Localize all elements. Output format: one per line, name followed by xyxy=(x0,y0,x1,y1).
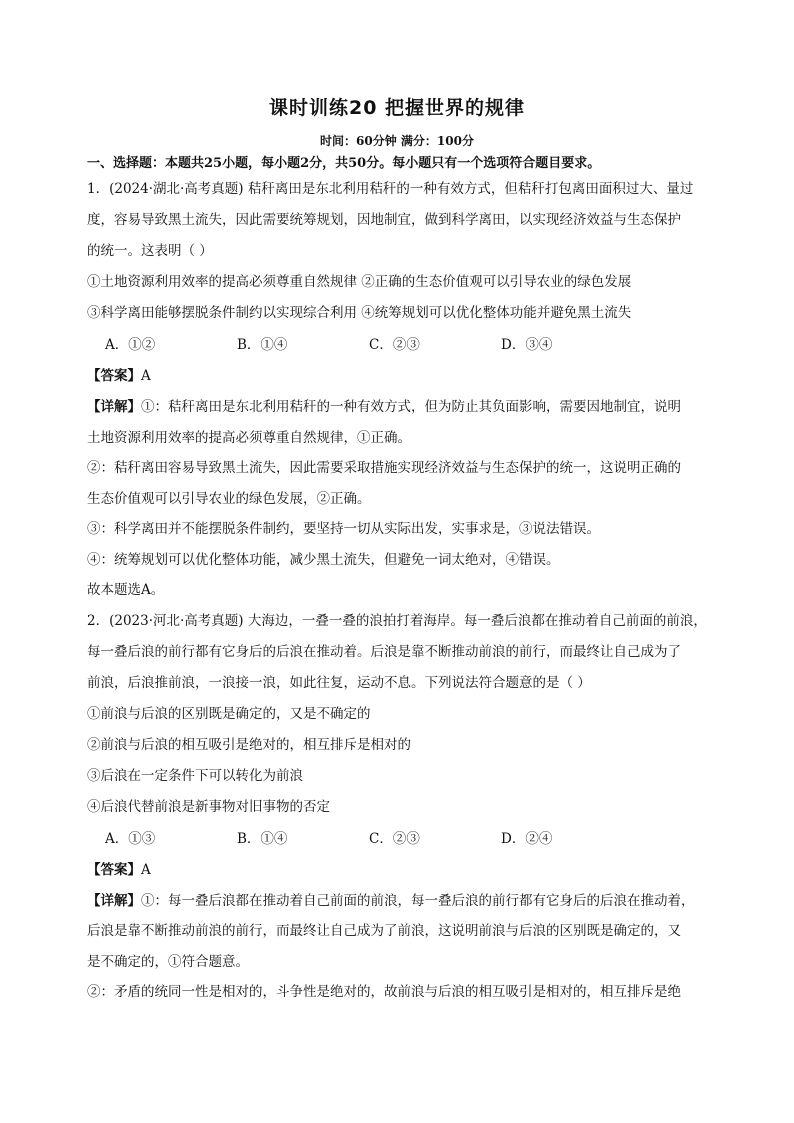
statement-line: ③科学离田能够摆脱条件制约以实现综合利用 ④统筹规划可以优化整体功能并避免黑土流失 xyxy=(87,305,632,321)
detail-line: ④：统筹规划可以优化整体功能，减少黑土流失，但避免一词太绝对，④错误。 xyxy=(87,551,560,568)
document-content xyxy=(87,154,717,1008)
options-row xyxy=(87,329,717,361)
answer-line xyxy=(87,361,717,392)
detail-text: ①：每一叠后浪都在推动着自己前面的前浪，每一叠后浪的前行都有它身后的后浪在推动着， xyxy=(141,892,695,909)
detail-line: ③：科学离田并不能摆脱条件制约，要坚持一切从实际出发，实事求是，③说法错误。 xyxy=(87,521,600,537)
statement-line: ②前浪与后浪的相互吸引是绝对的，相互排斥是相对的 xyxy=(87,736,411,753)
section-heading: 一、选择题：本题共25小题，每小题2分，共50分。每小题只有一个选项符合题目要求。 xyxy=(87,156,601,171)
statement-line: ③后浪在一定条件下可以转化为前浪 xyxy=(87,767,303,784)
detail-line: ②：矛盾的统同一性是相对的，斗争性是绝对的，故前浪与后浪的相互吸引是相对的，相互排斥是绝 xyxy=(87,984,681,1000)
option-a: A．①③ xyxy=(105,830,156,847)
detail-tag: 【详解】 xyxy=(87,399,141,415)
detail-line: 后浪是靠不断推动前浪的前行，而最终让自己成为了前浪，这说明前浪与后浪的区别既是确定的，又 xyxy=(87,923,681,939)
question-stem-line: 度，容易导致黑土流失，因此需要统筹规划，因地制宜，做到科学离田，以实现经济效益与生态保护 xyxy=(87,212,681,228)
option-b: B．①④ xyxy=(237,830,288,847)
answer-value: A xyxy=(141,368,151,384)
statement-line: ①前浪与后浪的区别既是确定的，又是不确定的 xyxy=(87,705,371,722)
detail-tag: 【详解】 xyxy=(87,892,141,909)
question-stem-line: 前浪，后浪推前浪，一浪接一浪，如此往复，运动不息。下列说法符合题意的是（ ） xyxy=(87,674,591,691)
option-d: D．②④ xyxy=(501,830,553,847)
answer-tag: 【答案】 xyxy=(87,861,141,878)
detail-line xyxy=(87,886,717,917)
question-stem-line: 1．(2024·湖北·高考真题) 秸秆离田是东北利用秸秆的一种有效方式，但秸秆打包离田面积过大、量过 xyxy=(87,181,694,197)
option-b: B．①④ xyxy=(237,337,288,353)
question-stem-line: 的统一。这表明（ ） xyxy=(87,243,213,259)
option-a: A．①② xyxy=(105,337,156,353)
answer-value: A xyxy=(141,861,151,878)
question-1 xyxy=(87,174,717,606)
detail-line: ②：秸秆离田容易导致黑土流失，因此需要采取措施实现经济效益与生态保护的统一，这说明正确的 xyxy=(87,460,681,476)
question-stem-line: 2．(2023·河北·高考真题) 大海边，一叠一叠的浪拍打着海岸。每一叠后浪都在推动着自己前面的前浪， xyxy=(87,612,707,629)
detail-line: 故本题选A。 xyxy=(87,582,165,598)
option-c: C．②③ xyxy=(369,337,420,353)
question-stem-line: 每一叠后浪的前行都有它身后的后浪在推动着。后浪是靠不断推动前浪的前行，而最终让自己成为了 xyxy=(87,643,681,660)
option-d: D．③④ xyxy=(501,337,553,353)
answer-line xyxy=(87,855,717,886)
detail-text: ①：秸秆离田是东北利用秸秆的一种有效方式，但为防止其负面影响，需要因地制宜，说明 xyxy=(141,399,681,415)
page-title: 课时训练20 把握世界的规律 xyxy=(268,97,526,119)
page-subtitle: 时间：60分钟 满分：100分 xyxy=(320,134,474,148)
statement-line: ④后浪代替前浪是新事物对旧事物的否定 xyxy=(87,798,330,815)
answer-tag: 【答案】 xyxy=(87,368,141,384)
detail-line: 生态价值观可以引导农业的绿色发展，②正确。 xyxy=(87,490,371,507)
options-row xyxy=(87,823,717,855)
detail-line: 土地资源利用效率的提高必须尊重自然规律，①正确。 xyxy=(87,429,411,446)
statement-line: ①土地资源利用效率的提高必须尊重自然规律 ②正确的生态价值观可以引导农业的绿色发展 xyxy=(87,274,632,290)
question-2 xyxy=(87,606,717,1008)
detail-line xyxy=(87,392,717,423)
option-c: C．②③ xyxy=(369,830,420,847)
detail-line: 是不确定的，①符合题意。 xyxy=(87,953,249,970)
